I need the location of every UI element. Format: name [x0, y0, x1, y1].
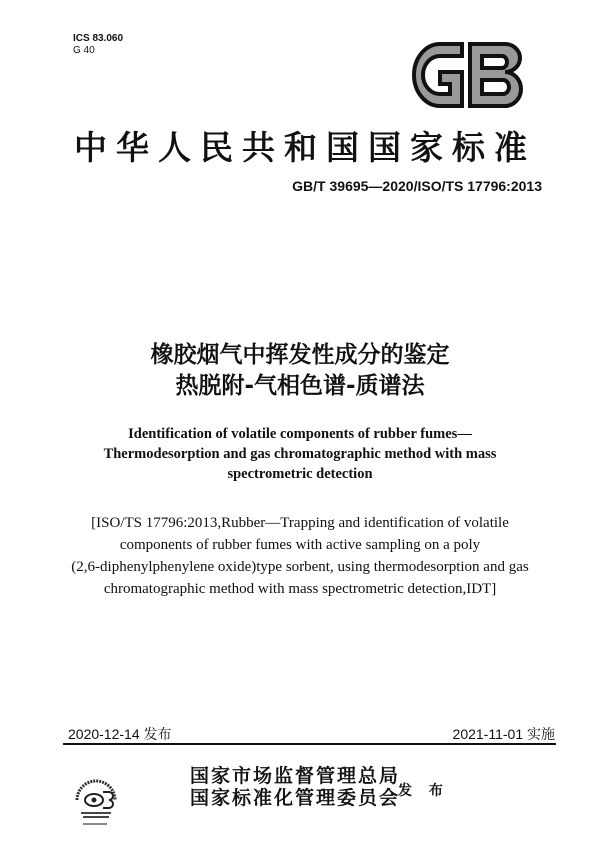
publisher-samr: 国家市场监督管理总局	[190, 765, 401, 787]
iso-reference	[50, 512, 550, 600]
publish-label: 发 布	[398, 783, 449, 799]
chinese-title-line: 热脱附-气相色谱-质谱法	[175, 373, 425, 399]
ics-code: ICS 83.060	[73, 33, 124, 44]
english-title-line: spectrometric detection	[227, 466, 373, 482]
implementation-date: 2021-11-01 实施	[452, 726, 555, 742]
english-title-line: Identification of volatile components of rubber fumes—	[128, 426, 472, 442]
english-title-line: Thermodesorption and gas chromatographic method with mass	[103, 446, 497, 462]
standard-code: GB/T 39695—2020/ISO/TS 17796:2013	[292, 178, 542, 194]
classification-codes	[73, 33, 123, 57]
publishers	[190, 765, 400, 809]
gb-logo	[410, 40, 528, 110]
chinese-title-line: 橡胶烟气中挥发性成分的鉴定	[150, 342, 450, 368]
iso-reference-line: chromatographic method with mass spectrometric detection,IDT]	[103, 581, 497, 597]
ccs-code: G 40	[73, 45, 95, 56]
english-title	[60, 424, 540, 484]
iso-reference-line: components of rubber fumes with active sampling on a poly	[119, 537, 481, 553]
national-standard-title: 中华人民共和国国家标准	[74, 128, 536, 167]
iso-reference-line: (2,6-diphenylphenylene oxide)type sorbent, using thermodesorption and gas	[71, 559, 529, 575]
publisher-sac: 国家标准化管理委员会	[190, 787, 401, 809]
issue-date: 2020-12-14 发布	[68, 726, 172, 742]
publisher-seal	[73, 770, 119, 828]
divider	[63, 743, 556, 745]
iso-reference-line: [ISO/TS 17796:2013,Rubber—Trapping and identification of volatile	[91, 515, 509, 531]
